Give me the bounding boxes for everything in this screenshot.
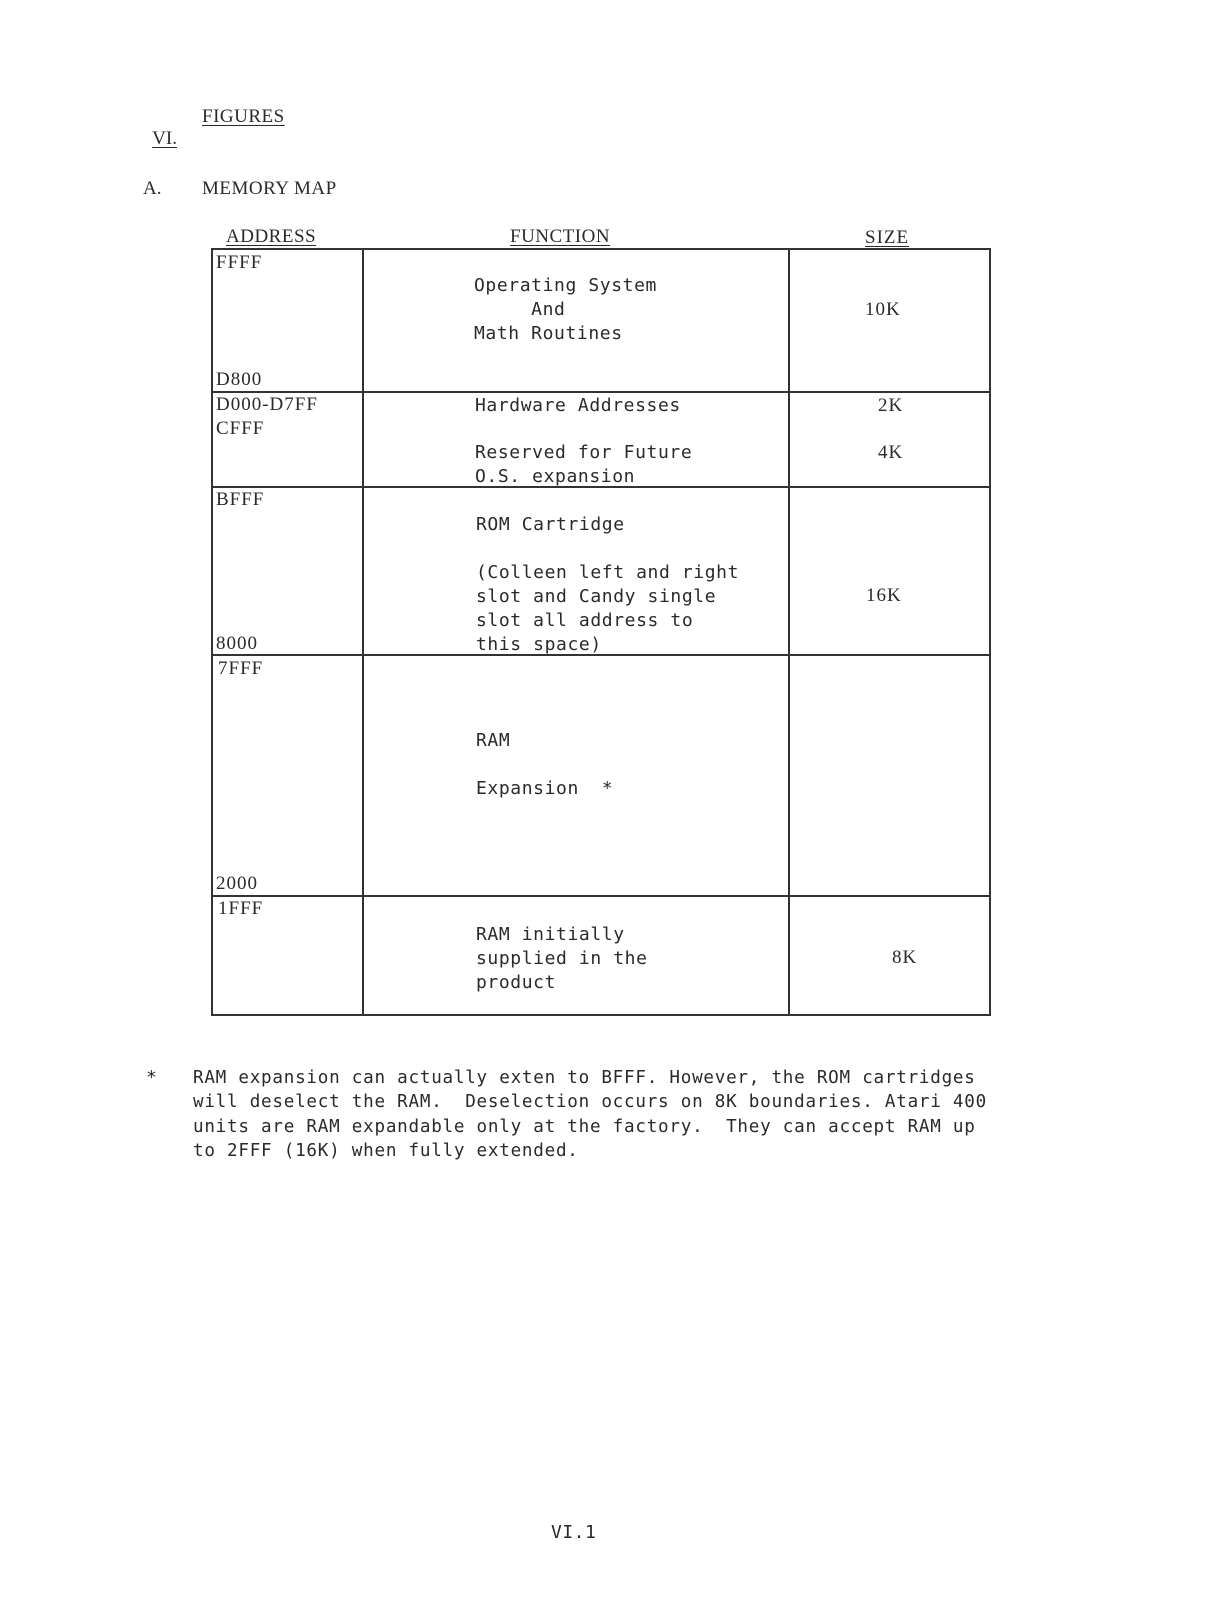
- footnote-text: RAM expansion can actually exten to BFFF. However, the ROM cartridges will deselect the RAM. Deselection occurs on 8K boundaries. Atari 400 units are RAM expandable only at the factory. They can accept RAM up to 2FFF (16K) when fully extended.: [193, 1068, 987, 1161]
- header-function: FUNCTION: [510, 226, 611, 247]
- page-number: VI.1: [551, 1522, 597, 1543]
- section-title: FIGURES: [202, 106, 285, 127]
- row-1-size: 10K: [865, 299, 901, 320]
- subsection-letter: A.: [143, 178, 162, 199]
- row-4-function-b: Expansion *: [476, 778, 614, 799]
- row-1-address-bottom: D800: [216, 369, 263, 390]
- header-size: SIZE: [865, 227, 910, 248]
- row-2-size-b: 4K: [878, 442, 904, 463]
- row-2-function-a: Hardware Addresses: [475, 395, 681, 416]
- section-number: VI.: [152, 128, 177, 149]
- row-3-address-bottom: 8000: [216, 633, 258, 654]
- row-3-address-top: BFFF: [216, 489, 265, 510]
- row-2-function-b: Reserved for Future O.S. expansion: [475, 442, 693, 487]
- row-1-function: Operating System And Math Routines: [474, 275, 657, 344]
- row-4-address-top: 7FFF: [218, 658, 264, 679]
- row-1-address-top: FFFF: [216, 252, 263, 273]
- column-divider-2: [788, 248, 790, 1016]
- row-5-function: RAM initially supplied in the product: [476, 924, 648, 993]
- row-5-address-top: 1FFF: [218, 898, 264, 919]
- subsection-title: MEMORY MAP: [202, 178, 337, 199]
- row-3-function-b: (Colleen left and right slot and Candy single slot all address to this space): [476, 562, 740, 655]
- footnote-marker: *: [146, 1067, 158, 1088]
- row-divider-1: [211, 391, 991, 393]
- row-2-size-a: 2K: [878, 395, 904, 416]
- row-4-address-bottom: 2000: [216, 873, 258, 894]
- row-divider-4: [211, 895, 991, 897]
- row-3-size: 16K: [866, 585, 902, 606]
- row-5-size: 8K: [892, 947, 918, 968]
- column-divider-1: [362, 248, 364, 1016]
- row-2-address-bottom: CFFF: [216, 418, 265, 439]
- row-3-function-a: ROM Cartridge: [476, 514, 625, 535]
- header-address: ADDRESS: [226, 226, 317, 247]
- row-4-function-a: RAM: [476, 730, 511, 751]
- row-2-address-top: D000-D7FF: [216, 394, 318, 415]
